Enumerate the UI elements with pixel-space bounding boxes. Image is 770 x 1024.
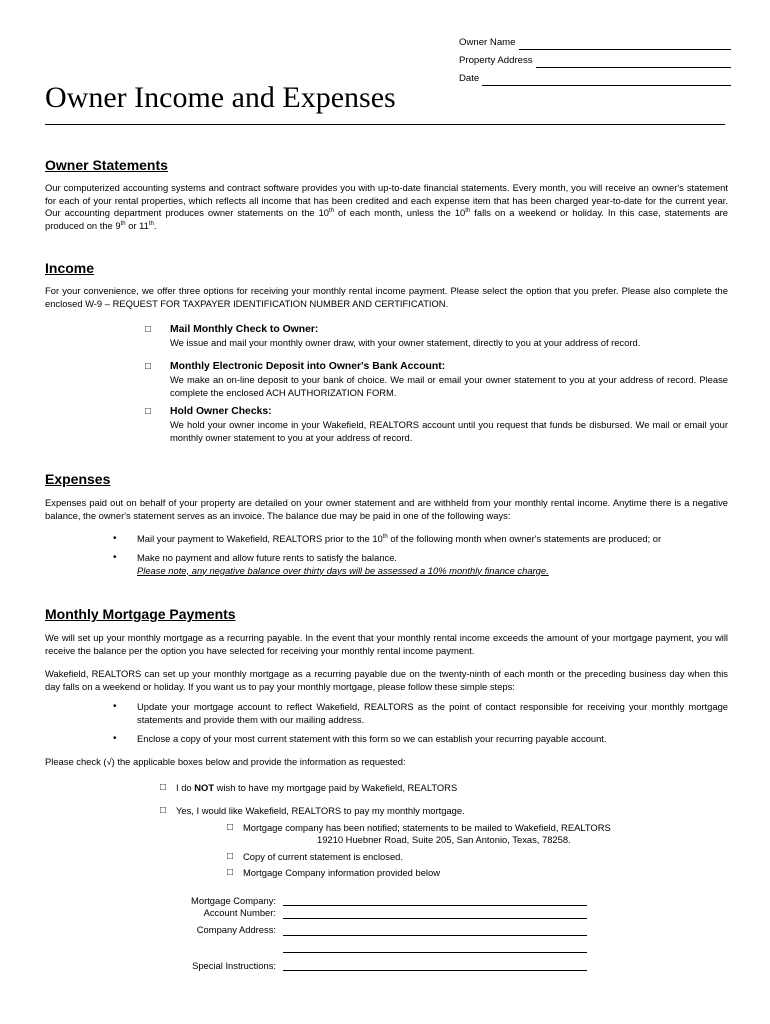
owner-statements-text	[45, 182, 728, 232]
yes-pay-checkbox[interactable]: □	[160, 805, 167, 816]
special-instructions-line[interactable]	[283, 970, 587, 971]
mortgage-para-1: We will set up your monthly mortgage as a recurring payable. In the event that your monthly rental income exceeds the amount of your mortgage payment, you will receive the balance per the option you have selected for receiving your monthly rental income payment.	[45, 632, 728, 656]
owner-name-label: Owner Name	[459, 37, 516, 49]
page-title: Owner Income and Expenses	[45, 81, 396, 114]
income-option-checkbox[interactable]: □	[145, 406, 152, 417]
income-option-electronic-deposit	[170, 360, 728, 399]
income-heading: Income	[45, 260, 95, 276]
income-option-checkbox[interactable]: □	[145, 324, 152, 335]
option-title: Hold Owner Checks:	[170, 406, 272, 417]
owner-statements-heading: Owner Statements	[45, 157, 168, 173]
option-description: We hold your owner income in your Wakefield, REALTORS account until you request that funds be disbursed. We mail or email your monthly owner statement to you at your address of record.	[170, 419, 728, 443]
mortgage-company-label: Mortgage Company:	[191, 895, 276, 906]
property-address-label: Property Address	[459, 55, 533, 67]
not-pay-label	[176, 782, 457, 795]
date-label: Date	[459, 73, 480, 85]
bullet-text-b: of the following month when owner's statements are produced; or	[387, 533, 662, 544]
bullet-icon: •	[113, 733, 117, 744]
mortgage-step-1: Update your mortgage account to reflect Wakefield, REALTORS as the point of contact responsible for receiving your monthly mortgage statements and provide them with our mailing address.	[137, 701, 728, 725]
owner-name-line[interactable]	[519, 39, 731, 50]
special-instructions-label: Special Instructions:	[192, 960, 276, 971]
mortgage-heading: Monthly Mortgage Payments	[45, 606, 236, 622]
option-description: We make an on-line deposit to your bank of choice. We mail or email your owner statement to you at your address of record. Please complete the enclosed ACH AUTHORIZATION FORM.	[170, 374, 728, 398]
income-option-checkbox[interactable]: □	[145, 361, 152, 372]
owner-statements-text-a: Our computerized accounting systems and contract software provides you with up-to-date financial statements. Every month, you will receive an owner's statement for each of your rental properties, which reflects all income that has been credited and each expense item that has been charged year-to-date for the current year. Our accounting department produces owner statements on the 10	[45, 182, 728, 219]
owner-info-fields	[459, 32, 731, 86]
bullet-text: Make no payment and allow future rents to satisfy the balance.	[137, 552, 398, 563]
owner-statements-text-b: of each month, unless the 10	[334, 207, 466, 219]
sup-th: th	[329, 208, 335, 215]
info-provided-checkbox[interactable]: □	[227, 867, 234, 878]
copy-enclosed-label: Copy of current statement is enclosed.	[243, 851, 403, 862]
company-address-line-2[interactable]	[283, 952, 587, 953]
not-pay-text-a: I do	[176, 782, 195, 793]
sup-th: th	[120, 220, 126, 227]
account-number-line[interactable]	[283, 918, 587, 919]
mailing-address: 19210 Huebner Road, Suite 205, San Antonio, Texas, 78258.	[317, 834, 571, 845]
check-instruction: Please check (√) the applicable boxes below and provide the information as requested:	[45, 756, 406, 767]
option-title: Mail Monthly Check to Owner:	[170, 324, 319, 335]
notified-checkbox[interactable]: □	[227, 822, 234, 833]
sup-th: th	[382, 533, 388, 540]
mortgage-company-line[interactable]	[283, 905, 587, 906]
bullet-icon: •	[113, 701, 117, 712]
company-address-line[interactable]	[283, 935, 587, 936]
date-line[interactable]	[482, 75, 731, 86]
sup-th: th	[465, 208, 471, 215]
bullet-icon: •	[113, 533, 117, 544]
not-pay-text-b: wish to have my mortgage paid by Wakefield, REALTORS	[214, 782, 458, 793]
income-intro: For your convenience, we offer three options for receiving your monthly rental income payment. Please select the option that you prefer. Please also complete the enclosed W-9 – REQUEST FOR TAXPAYER IDENTIFICATION NUMBER AND CERTIFICATION.	[45, 285, 728, 309]
property-address-field[interactable]	[459, 50, 731, 68]
mortgage-para-2: Wakefield, REALTORS can set up your monthly mortgage as a recurring payable due on the twenty-ninth of each month or the preceding business day when this day falls on a weekend or holiday. If you want us to pay your monthly mortgage, please follow these simple steps:	[45, 668, 728, 692]
owner-statements-text-e: .	[153, 219, 157, 231]
yes-pay-label: Yes, I would like Wakefield, REALTORS to pay my monthly mortgage.	[176, 805, 465, 816]
income-option-hold-checks	[170, 405, 728, 444]
mortgage-step-2: Enclose a copy of your most current statement with this form so we can establish your recurring payable account.	[137, 733, 607, 744]
title-divider	[45, 124, 725, 125]
date-field[interactable]	[459, 68, 731, 86]
not-pay-checkbox[interactable]: □	[160, 782, 167, 793]
copy-enclosed-checkbox[interactable]: □	[227, 851, 234, 862]
account-number-label: Account Number:	[203, 907, 276, 918]
expenses-bullet-no-payment	[137, 552, 728, 577]
finance-charge-note: Please note, any negative balance over thirty days will be assessed a 10% monthly finance charge.	[137, 564, 549, 576]
expenses-bullet-mail-payment	[137, 533, 728, 546]
owner-statements-text-c: falls on a weekend or holiday. In this case, statements are produced on the 9	[45, 207, 728, 231]
not-emphasis: NOT	[194, 782, 215, 793]
expenses-heading: Expenses	[45, 471, 111, 487]
option-title: Monthly Electronic Deposit into Owner's Bank Account:	[170, 361, 446, 372]
sup-th: th	[148, 220, 154, 227]
option-description: We issue and mail your monthly owner draw, with your owner statement, directly to you at your address of record.	[170, 337, 641, 348]
income-option-mail-check	[170, 323, 728, 350]
bullet-icon: •	[113, 552, 117, 563]
bullet-text-a: Mail your payment to Wakefield, REALTORS prior to the 10	[137, 533, 383, 544]
property-address-line[interactable]	[536, 57, 731, 68]
owner-name-field[interactable]	[459, 32, 731, 50]
company-address-label: Company Address:	[196, 924, 276, 935]
notified-label: Mortgage company has been notified; statements to be mailed to Wakefield, REALTORS	[243, 822, 611, 833]
owner-statements-text-d: or 11	[125, 219, 149, 231]
info-provided-label: Mortgage Company information provided below	[243, 867, 440, 878]
expenses-intro: Expenses paid out on behalf of your property are detailed on your owner statement and are withheld from your monthly rental income. Anytime there is a negative balance, the owner's statement serves as an invoice. The balance due may be paid in one of the following ways:	[45, 497, 728, 521]
